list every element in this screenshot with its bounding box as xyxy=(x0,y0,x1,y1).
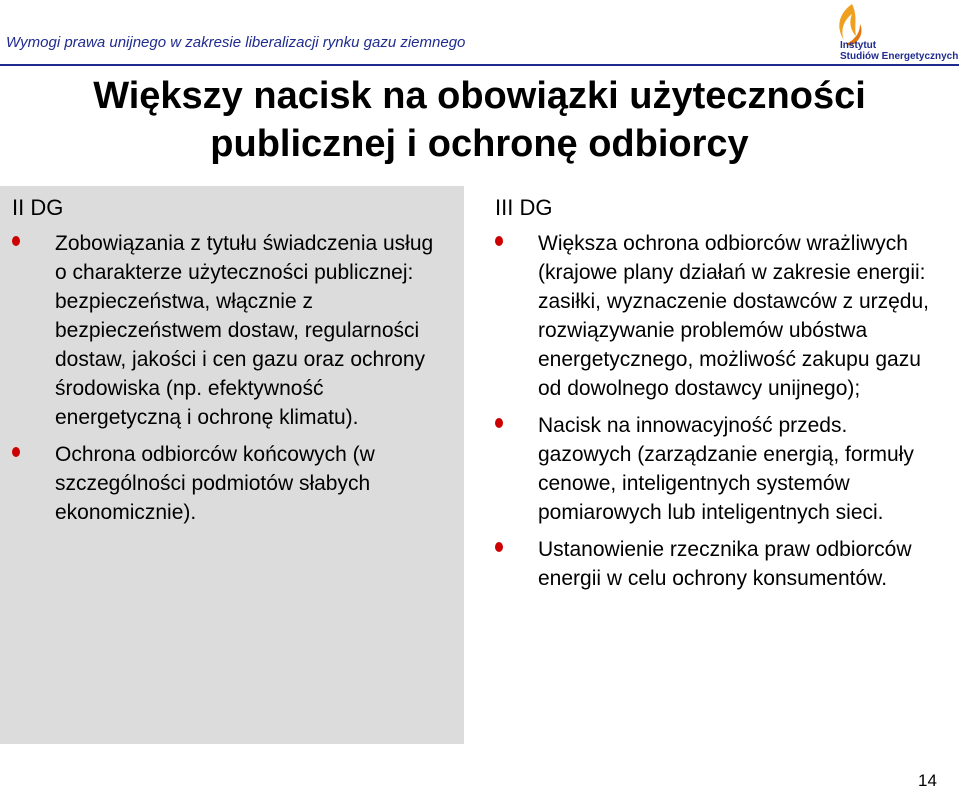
header-title: Wymogi prawa unijnego w zakresie liberalizacji rynku gazu ziemnego xyxy=(6,34,466,51)
right-bullet-item xyxy=(538,229,943,403)
left-column-heading: II DG xyxy=(12,195,64,220)
page-number: 14 xyxy=(918,771,937,790)
header-divider xyxy=(0,64,959,66)
slide-title-line-2: publicznej i ochronę odbiorcy xyxy=(210,123,749,165)
slide-title-line-1: Większy nacisk na obowiązki użyteczności xyxy=(93,75,866,117)
left-bullet-list xyxy=(55,229,450,535)
right-bullet-item xyxy=(538,411,943,527)
slide-title xyxy=(0,72,959,168)
logo-text xyxy=(840,40,958,62)
bullet-dot-icon xyxy=(12,236,20,246)
left-bullet-text: Zobowiązania z tytułu świadczenia usług o charakterze użyteczności publicznej: bezpieczeństwa, włącznie z bezpieczeństwem dostaw, regularności dostaw, jakości i cen gazu oraz ochrony środowiska (np. efektywność energetyczną i ochronę klimatu). xyxy=(55,232,434,429)
bullet-dot-icon xyxy=(495,418,503,428)
right-bullet-list xyxy=(538,229,943,601)
left-bullet-item xyxy=(55,440,450,527)
logo-line-2: Studiów Energetycznych xyxy=(840,51,959,62)
right-bullet-text: Ustanowienie rzecznika praw odbiorców energii w celu ochrony konsumentów. xyxy=(538,538,912,590)
right-column-heading: III DG xyxy=(495,195,553,220)
left-bullet-item xyxy=(55,229,450,432)
bullet-dot-icon xyxy=(495,542,503,552)
right-bullet-item xyxy=(538,535,943,593)
bullet-dot-icon xyxy=(12,447,20,457)
right-bullet-text: Nacisk na innowacyjność przeds. gazowych (zarządzanie energią, formuły cenowe, inteligentnych systemów pomiarowych lub inteligentnych sieci. xyxy=(538,414,914,524)
right-bullet-text: Większa ochrona odbiorców wrażliwych (krajowe plany działań w zakresie energii: zasiłki, wyznaczenie dostawców z urzędu, rozwiązywanie problemów ubóstwa energetycznego, możliwość zakupu gazu od dowolnego dostawcy unijnego); xyxy=(538,232,930,400)
logo-line-1: Instytut xyxy=(840,40,877,51)
left-bullet-text: Ochrona odbiorców końcowych (w szczególności podmiotów słabych ekonomicznie). xyxy=(55,443,375,524)
bullet-dot-icon xyxy=(495,236,503,246)
